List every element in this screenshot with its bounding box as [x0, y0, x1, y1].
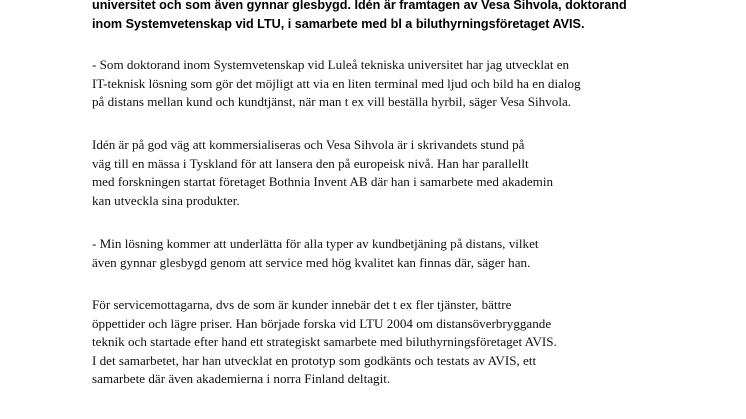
lead-paragraph: [92, 0, 712, 33]
text-line: även gynnar glesbygd genom att service med hög kvalitet kan finnas där, säger han.: [92, 254, 531, 270]
text-line: samarbete där även akademierna i norra Finland deltagit.: [92, 371, 391, 387]
text-line: - Min lösning kommer att underlätta för alla typer av kundbetjäning på distans, vilket: [92, 236, 539, 251]
text-line: Idén är på god väg att kommersialiseras och Vesa Sihvola är i skrivandets stund på: [92, 137, 525, 152]
text-line: öppettider och lägre priser. Han började forska vid LTU 2004 om distansöverbryggande: [92, 315, 552, 331]
text-line: med forskningen startat företaget Bothnia Invent AB där han i samarbete med akademin: [92, 174, 554, 190]
text-line: teknik och startade efter hand ett strategiskt samarbete med biluthyrningsföretaget AVIS.: [92, 334, 557, 350]
text-line: på distans mellan kund och kundtjänst, när man t ex vill beställa hyrbil, säger Vesa Sihvola.: [92, 94, 572, 110]
paragraph-commercialization: [92, 136, 712, 210]
text-line: - Som doktorand inom Systemvetenskap vid Luleå tekniska universitet har jag utvecklat en: [92, 57, 570, 72]
text-line: För servicemottagarna, dvs de som är kunder innebär det t ex fler tjänster, bättre: [92, 297, 512, 312]
text-line: universitet och som även gynnar glesbygd. Idén är framtagen av Vesa Sihvola, doktorand: [92, 0, 627, 12]
text-line: kan utveckla sina produkter.: [92, 192, 240, 208]
text-line: IT-teknisk lösning som gör det möjligt att via en liten terminal med ljud och bild ha en dialog: [92, 75, 581, 91]
paragraph-service-recipients: [92, 296, 712, 389]
text-line: väg till en mässa i Tyskland för att lansera den på europeisk nivå. Han har parallellt: [92, 155, 529, 171]
quote-paragraph-doctoral: [92, 56, 712, 112]
quote-paragraph-solution: [92, 235, 712, 272]
text-line: inom Systemvetenskap vid LTU, i samarbete med bl a biluthyrningsföretaget AVIS.: [92, 16, 585, 31]
text-line: I det samarbetet, har han utvecklat en prototyp som godkänts och testats av AVIS, ett: [92, 352, 537, 368]
